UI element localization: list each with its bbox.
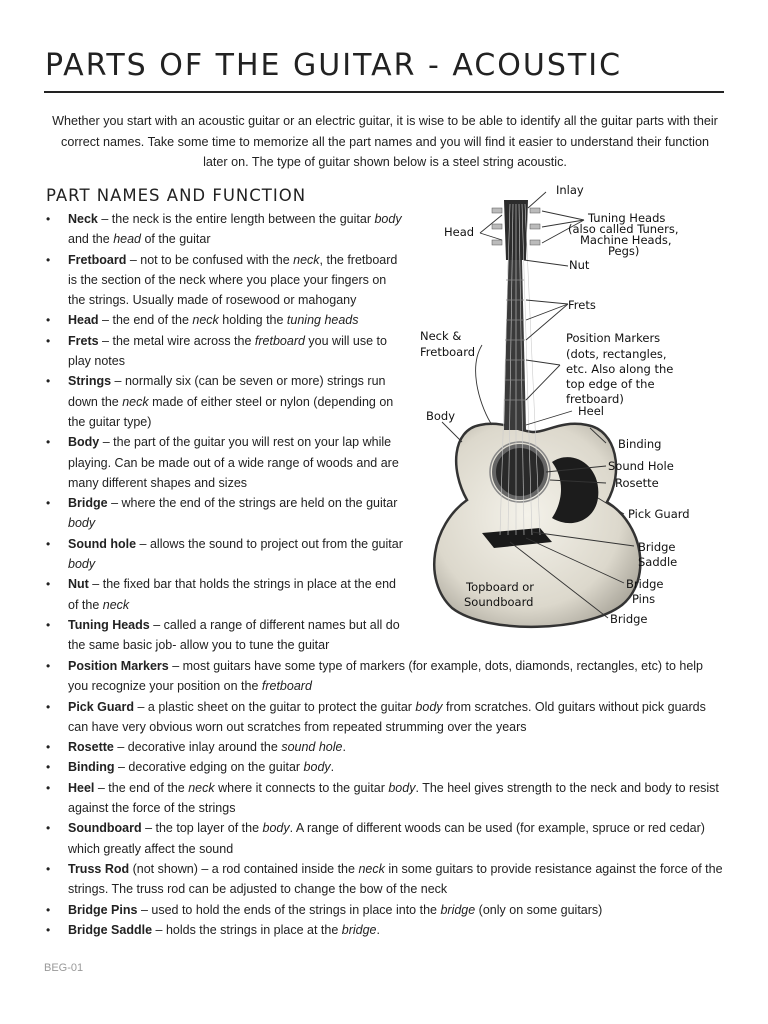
label-frets: Frets — [568, 298, 596, 312]
label-binding: Binding — [618, 437, 662, 451]
part-description: – the end of the neck holding the tuning heads — [98, 313, 359, 328]
label-topboard-2: Soundboard — [464, 595, 534, 609]
label-head: Head — [444, 225, 475, 239]
label-bridge-pins-2: Pins — [632, 592, 656, 606]
part-term: Neck — [68, 212, 98, 226]
label-nut: Nut — [569, 258, 590, 272]
label-pick-guard: Pick Guard — [628, 507, 690, 521]
label-bridge: Bridge — [610, 612, 648, 626]
part-term: Strings — [68, 374, 112, 389]
part-description: (not shown) – a rod contained inside the neck in some guitars to provide resistance against the force of the strings. The truss rod can be adjusted to change the bow of the neck — [68, 861, 723, 897]
part-term: Body — [68, 435, 100, 450]
part-item — [46, 656, 726, 697]
label-position-markers-2: (dots, rectangles, — [566, 347, 667, 361]
part-term: Binding — [68, 760, 115, 775]
label-tuning-heads-1: Tuning Heads — [588, 211, 666, 225]
label-tuning-heads-4: Pegs) — [608, 244, 640, 258]
part-term: Fretboard — [68, 252, 127, 267]
label-position-markers-1: Position Markers — [566, 331, 661, 345]
page-title: PARTS OF THE GUITAR - ACOUSTIC — [45, 48, 623, 83]
part-term: Bridge Saddle — [68, 922, 153, 937]
part-item — [46, 615, 406, 656]
section-heading: PART NAMES AND FUNCTION — [46, 186, 307, 205]
part-description: – called a range of different names but all do the same basic job- allow you to tune the guitar — [68, 617, 400, 653]
label-bridge-saddle-2: Saddle — [638, 555, 678, 569]
part-item — [46, 900, 726, 920]
label-rosette: Rosette — [615, 476, 659, 490]
label-sound-hole: Sound Hole — [608, 459, 674, 473]
label-tuning-heads-3: Machine Heads, — [580, 233, 672, 247]
part-description: – holds the strings in place at the bridge. — [152, 922, 380, 937]
part-term: Frets — [68, 333, 99, 348]
part-description: – a plastic sheet on the guitar to protect the guitar body from scratches. Old guitars without pick guards can have very obvious worn out scratches from repeated strumming over the years — [68, 699, 706, 734]
part-term: Heel — [68, 780, 95, 795]
part-term: Pick Guard — [68, 699, 134, 714]
label-tuning-heads-2: (also called Tuners, — [568, 222, 679, 236]
part-term: Head — [68, 313, 99, 328]
intro-paragraph: Whether you start with an acoustic guitar or an electric guitar, it is wise to be able to identify all the guitar parts with their correct names. Take some time to memorize all the part names and you will find it easier to understand their function later on. The type of guitar shown below is a steel string acoustic. — [52, 114, 718, 169]
label-neck-1: Neck & — [420, 329, 462, 343]
label-heel: Heel — [578, 404, 604, 418]
part-description: – normally six (can be seven or more) strings run down the neck made of either steel or nylon (depending on the guitar type) — [68, 374, 394, 429]
part-term: Bridge Pins — [68, 902, 138, 917]
label-position-markers-3: etc. Also along the — [566, 362, 674, 376]
part-term: Sound hole — [68, 536, 137, 551]
part-item — [46, 331, 406, 372]
part-description: – decorative edging on the guitar body. — [114, 760, 335, 775]
part-term: Tuning Heads — [68, 617, 150, 632]
part-description: – not to be confused with the neck, the fretboard is the section of the neck where you place your fingers on the strings. Usually made of rosewood or mahogany — [68, 252, 398, 308]
part-term: Truss Rod — [68, 861, 130, 876]
label-bridge-pins-1: Bridge — [626, 577, 664, 591]
part-description: – allows the sound to project out from the guitar body — [68, 536, 403, 572]
part-term: Nut — [68, 577, 89, 592]
part-term: Bridge — [68, 496, 108, 511]
parts-list-full — [46, 656, 726, 940]
part-item — [46, 737, 726, 757]
part-item — [46, 574, 406, 615]
part-description: – where the end of the strings are held on the guitar body — [68, 496, 398, 531]
part-description: – the part of the guitar you will rest on your lap while playing. Can be made out of a wide range of woods and are many different shapes and sizes — [68, 435, 399, 490]
part-description: – the end of the neck where it connects to the guitar body. The heel gives strength to the neck and body to resist against the force of the strings — [68, 780, 719, 816]
part-item — [46, 859, 726, 900]
part-item — [46, 371, 406, 432]
part-description: – the top layer of the body. A range of different woods can be used (for example, spruce or red cedar) which greatly affect the sound — [68, 821, 705, 856]
part-item — [46, 757, 726, 777]
part-item — [46, 534, 406, 575]
part-item — [46, 209, 406, 250]
part-description: – used to hold the ends of the strings in place into the bridge (only on some guitars) — [137, 902, 603, 917]
label-inlay: Inlay — [556, 183, 584, 197]
part-item — [46, 493, 406, 534]
label-neck-2: Fretboard — [420, 345, 476, 359]
part-term: Rosette — [68, 740, 114, 755]
parts-list-left — [46, 209, 406, 656]
label-body: Body — [426, 409, 456, 423]
part-description: – the fixed bar that holds the strings in place at the end of the neck — [68, 577, 396, 612]
title-divider — [44, 91, 724, 93]
label-bridge-saddle-1: Bridge — [638, 540, 676, 554]
footer-code: BEG-01 — [44, 962, 84, 974]
part-term: Soundboard — [68, 821, 142, 836]
part-item — [46, 432, 406, 493]
label-position-markers-4: top edge of the — [566, 377, 655, 391]
label-topboard-1: Topboard or — [466, 580, 535, 594]
label-position-markers-5: fretboard) — [566, 392, 624, 406]
part-item — [46, 778, 726, 819]
part-item — [46, 250, 406, 311]
part-item — [46, 818, 726, 859]
guitar-diagram — [412, 180, 728, 636]
part-item — [46, 920, 726, 940]
part-description: – most guitars have some type of markers (for example, dots, diamonds, rectangles, etc) to help you recognize your position on the fretboard — [68, 659, 704, 694]
part-item — [46, 697, 726, 738]
part-description: – decorative inlay around the sound hole. — [113, 740, 346, 755]
part-description: – the neck is the entire length between the guitar body and the head of the guitar — [68, 212, 402, 247]
part-item — [46, 310, 406, 330]
part-term: Position Markers — [68, 659, 169, 673]
part-description: – the metal wire across the fretboard you will use to play notes — [68, 333, 387, 369]
